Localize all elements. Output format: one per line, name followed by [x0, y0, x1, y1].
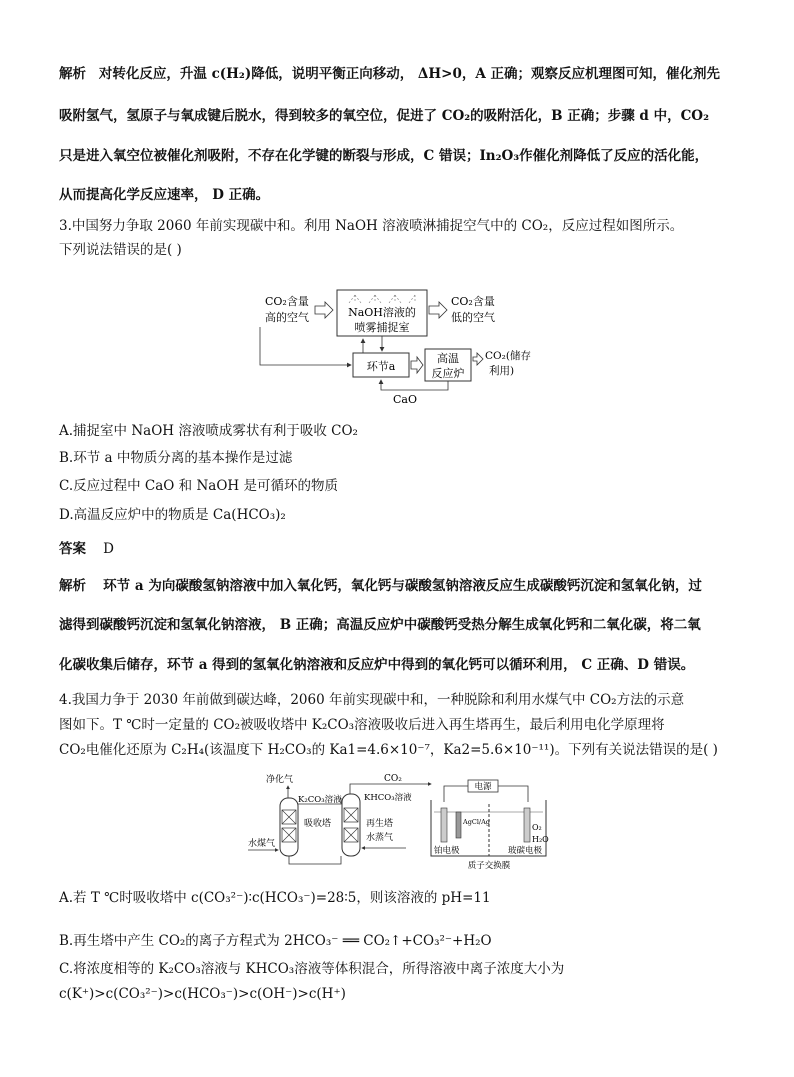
- q3-analysis-label: 解析: [59, 578, 86, 594]
- q3-cao: CaO: [393, 393, 417, 406]
- q4-apparatus-diagram: [246, 772, 556, 872]
- q3-option-d: D.高温反应炉中的物质是 Ca(HCO₃)₂: [59, 507, 286, 523]
- q2-analysis-line-4: 从而提高化学反应速率， D 正确。: [59, 187, 270, 203]
- q3-process-diagram: [255, 287, 540, 407]
- q3-analysis-line-2: 滤得到碳酸钙沉淀和氢氧化钠溶液， B 正确；高温反应炉中碳酸钙受热分解生成氧化钙和二氧化碳，将二氧: [59, 617, 701, 633]
- q4-absorber-column: [280, 798, 298, 856]
- q4-stem-line-1: 4.我国力争于 2030 年前做到碳达峰，2060 年前实现碳中和，一种脱除和利用水煤气中 CO₂方法的示意: [59, 692, 685, 708]
- q3-stem-line-2: 下列说法错误的是( ): [59, 242, 182, 258]
- q4-co2: CO₂: [384, 774, 402, 784]
- q4-option-b: B.再生塔中产生 CO₂的离子方程式为 2HCO₃⁻ ══ CO₂↑+CO₃²⁻+H₂O: [59, 933, 492, 949]
- q3-furnace-2: 反应炉: [431, 367, 465, 380]
- q3-chamber-1: NaOH溶液的: [348, 306, 416, 319]
- q4-glassy: 玻碳电极: [508, 846, 543, 856]
- q3-option-c: C.反应过程中 CaO 和 NaOH 是可循环的物质: [59, 478, 338, 494]
- q3-analysis-line-3: 化碳收集后储存，环节 a 得到的氢氧化钠溶液和反应炉中得到的氧化钙可以循环利用， C 正确、D 错误。: [59, 657, 695, 673]
- q2-analysis-line-3: 只是进入氧空位被催化剂吸附，不存在化学键的断裂与形成，C 错误；In₂O₃作催化剂降低了反应的活化能，: [59, 148, 709, 164]
- q2-analysis-label: 解析: [59, 66, 86, 82]
- q3-in-air-1: CO₂含量: [265, 295, 309, 308]
- q4-regen-column: [342, 794, 360, 856]
- q4-power: 电源: [474, 782, 492, 792]
- q3-out-air-2: 低的空气: [451, 311, 495, 324]
- q4-stem-line-2: 图如下。T ℃时一定量的 CO₂被吸收塔中 K₂CO₃溶液吸收后进入再生塔再生，最后利用电化学原理将: [59, 717, 665, 733]
- q4-h2o: H₂O: [532, 835, 549, 844]
- q4-khco3: KHCO₃溶液: [364, 793, 412, 803]
- q4-option-c: C.将浓度相等的 K₂CO₃溶液与 KHCO₃溶液等体积混合，所得溶液中离子浓度大小为: [59, 961, 565, 977]
- q4-o2: O₂: [532, 823, 542, 832]
- q4-membrane: 质子交换膜: [467, 861, 511, 871]
- q3-step-a: 环节a: [366, 360, 396, 373]
- q4-pt: 铂电极: [434, 846, 460, 856]
- q4-regen-1: 再生塔: [366, 819, 394, 829]
- q3-arrow-in: [315, 302, 333, 318]
- q3-arrow-out: [429, 302, 447, 318]
- q3-co2-out-2: 利用): [489, 365, 515, 377]
- q4-option-a: A.若 T ℃时吸收塔中 c(CO₃²⁻)∶c(HCO₃⁻)=28∶5，则该溶液的 pH=11: [59, 890, 491, 906]
- q2-analysis-text-1: 对转化反应，升温 c(H₂)降低，说明平衡正向移动， ΔH>0，A 正确；观察反应机理图可知，催化剂先: [98, 66, 721, 82]
- q3-furnace-1: 高温: [437, 352, 459, 365]
- q3-analysis-text-1: 环节 a 为向碳酸氢钠溶液中加入氧化钙，氧化钙与碳酸氢钠溶液反应生成碳酸钙沉淀和氢氧化钠，过: [103, 578, 702, 594]
- q4-stem-line-3: CO₂电催化还原为 C₂H₄(该温度下 H₂CO₃的 Ka1=4.6×10⁻⁷，Ka2=5.6×10⁻¹¹)。下列有关说法错误的是( ): [59, 742, 718, 758]
- q3-co2-out-1: CO₂(储存: [485, 350, 531, 362]
- q3-chamber-2: 喷雾捕捉室: [354, 321, 410, 334]
- q4-agcl: AgCl/Ag: [463, 818, 490, 826]
- q3-analysis-line-1: [59, 574, 702, 594]
- q4-regen-2: 水蒸气: [366, 833, 394, 843]
- q4-clean-gas: 净化气: [266, 775, 294, 785]
- q4-k2co3: K₂CO₃溶液: [298, 795, 342, 805]
- q3-answer-label: 答案: [59, 541, 86, 557]
- q2-analysis-line-1: [59, 62, 720, 82]
- q3-answer-line: [59, 537, 114, 557]
- q4-option-c-cont: c(K⁺)>c(CO₃²⁻)>c(HCO₃⁻)>c(OH⁻)>c(H⁺): [59, 986, 346, 1002]
- q3-stem-line-1: 3.中国努力争取 2060 年前实现碳中和。利用 NaOH 溶液喷淋捕捉空气中的 CO₂，反应过程如图所示。: [59, 218, 684, 234]
- q2-analysis-line-2: 吸附氢气，氢原子与氧成键后脱水，得到较多的氧空位，促进了 CO₂的吸附活化，B 正确；步骤 d 中，CO₂: [59, 108, 709, 124]
- q3-answer-value: D: [103, 541, 114, 557]
- q3-option-b: B.环节 a 中物质分离的基本操作是过滤: [59, 450, 293, 466]
- q4-absorber: 吸收塔: [304, 819, 332, 829]
- q3-out-air-1: CO₂含量: [451, 295, 495, 308]
- q3-in-air-2: 高的空气: [265, 311, 309, 324]
- q3-option-a: A.捕捉室中 NaOH 溶液喷成雾状有利于吸收 CO₂: [59, 423, 358, 439]
- q4-water-gas: 水煤气: [248, 839, 276, 849]
